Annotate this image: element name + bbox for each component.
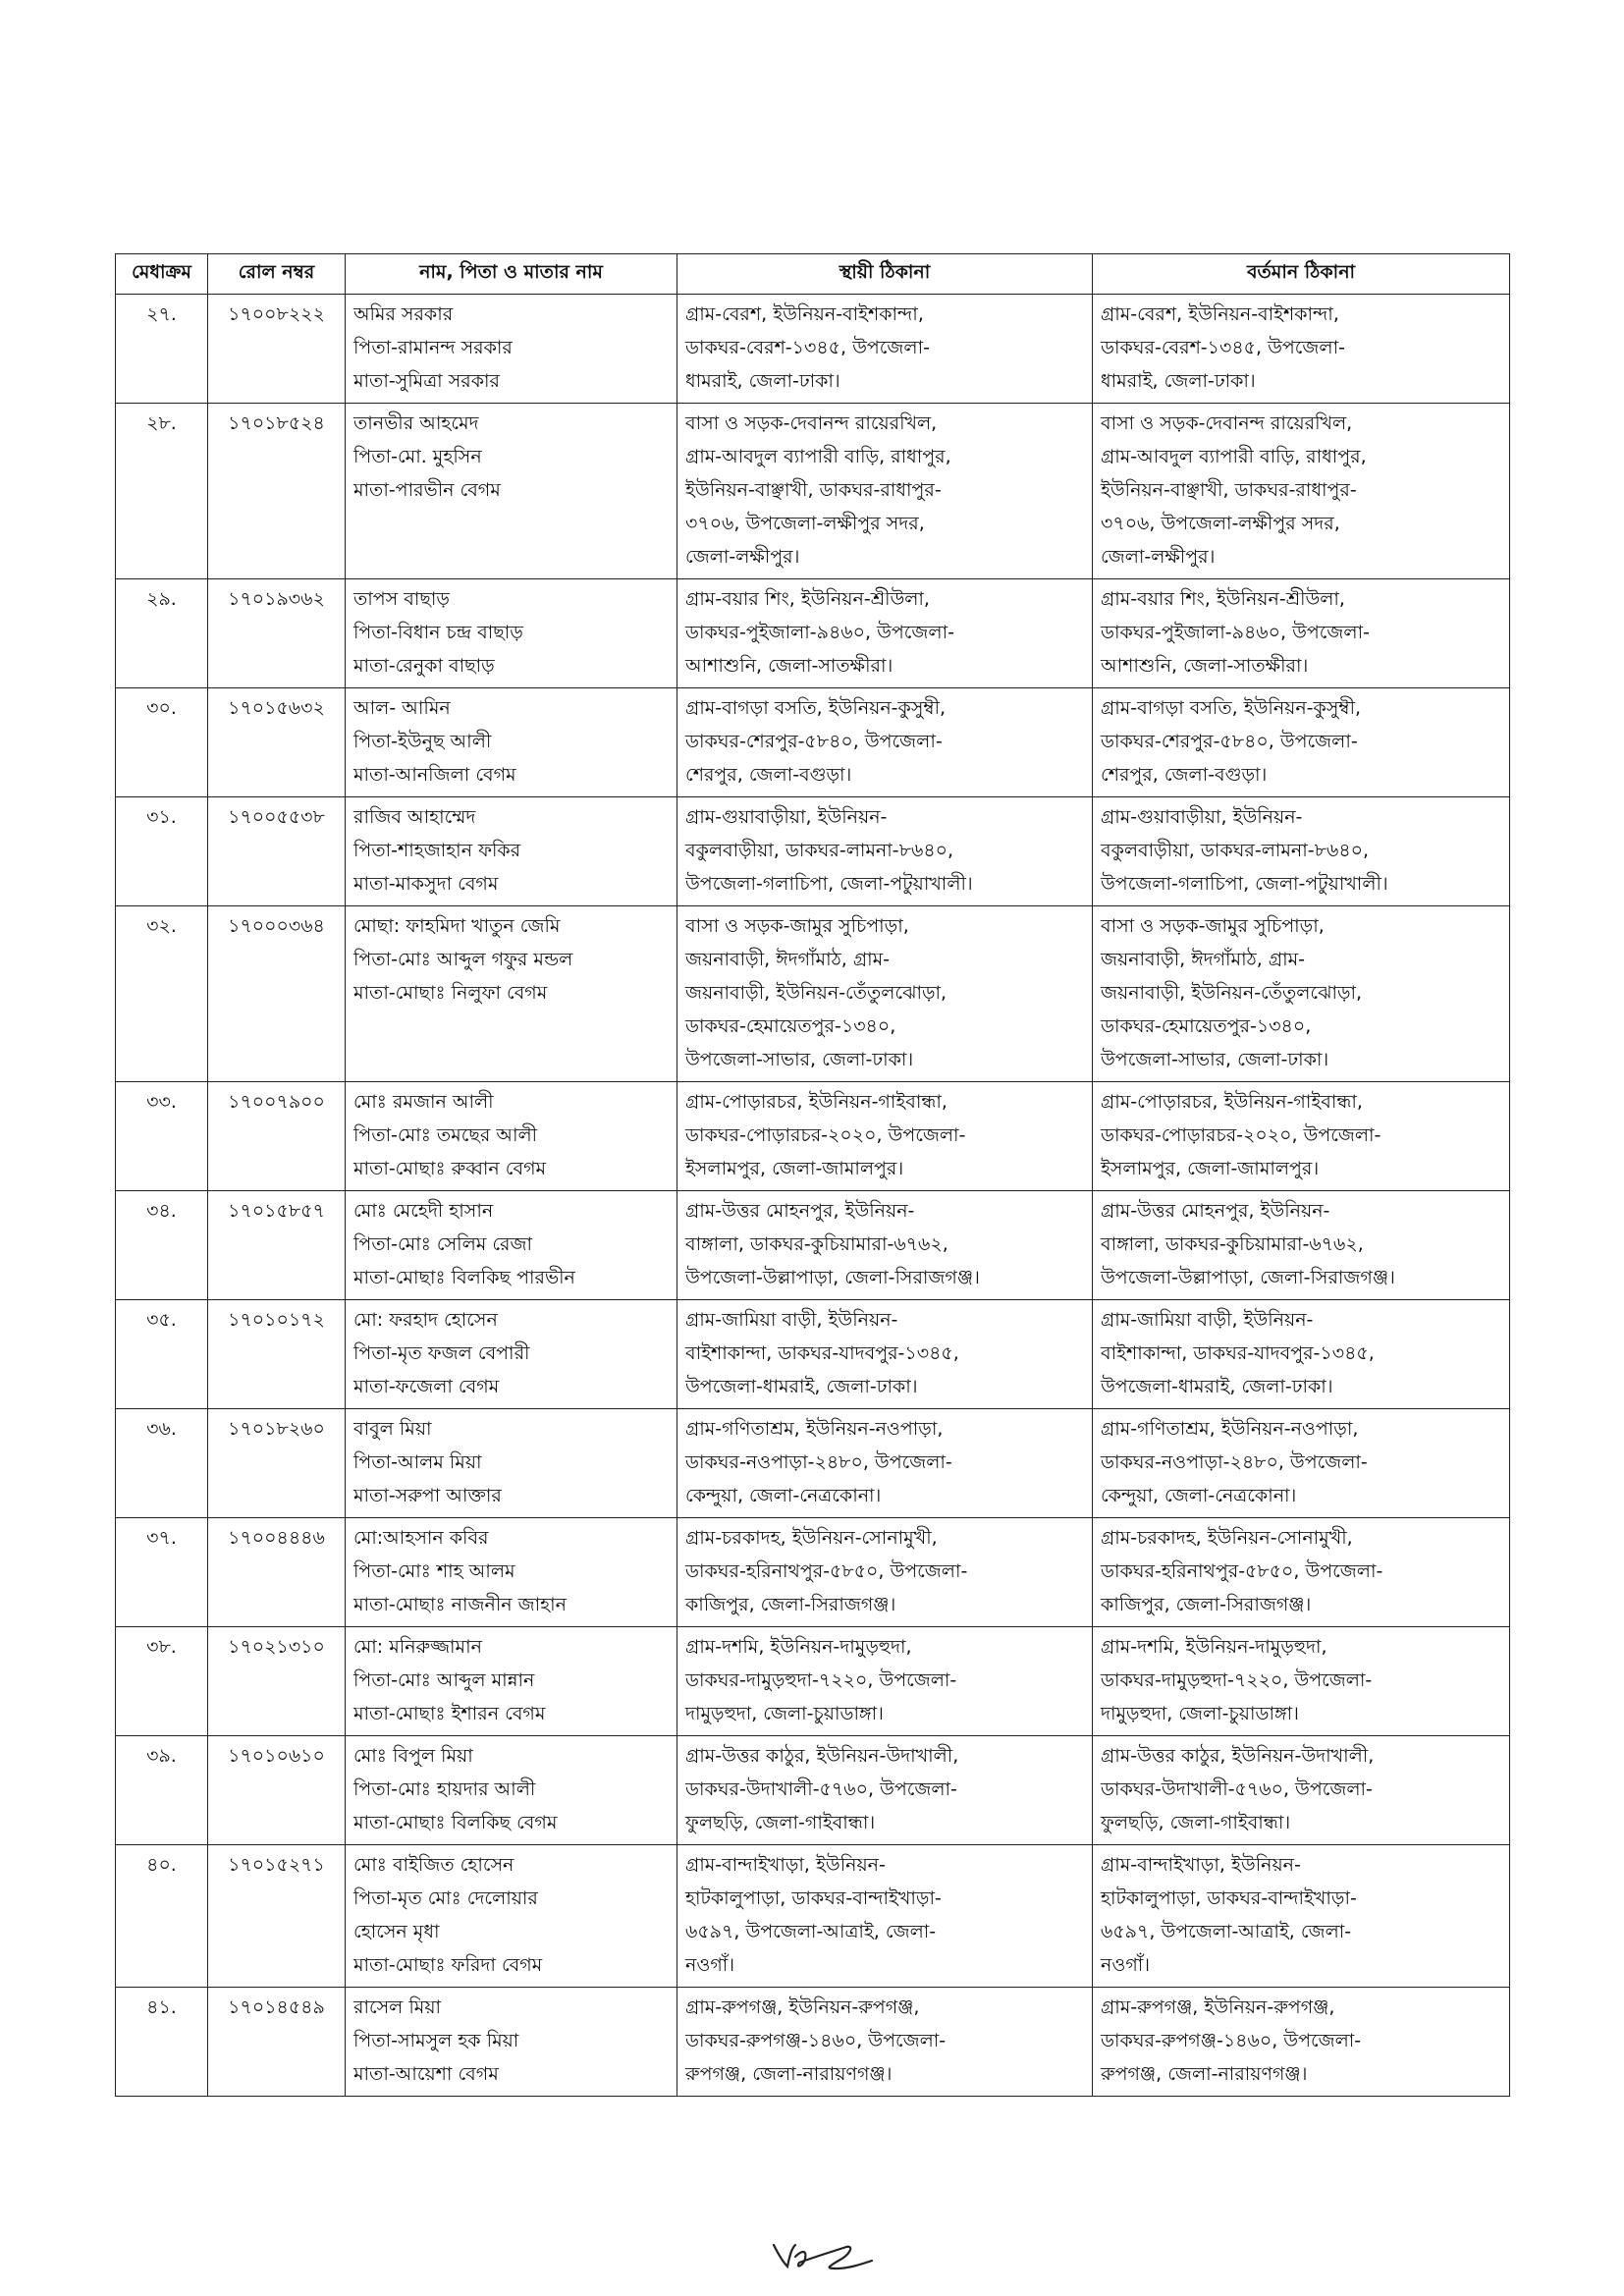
header-roll: রোল নম্বর xyxy=(208,254,346,295)
candidate-name: মোঃ মেহেদী হাসান xyxy=(353,1200,494,1222)
candidate-name: মোছা: ফাহমিদা খাতুন জেমি xyxy=(353,915,561,937)
header-permanent-address: স্থায়ী ঠিকানা xyxy=(677,254,1093,295)
permanent-address-cell: গ্রাম-চরকাদহ, ইউনিয়ন-সোনামুখী, ডাকঘর-হরিনাথপুর-৫৮৫০, উপজেলা- কাজিপুর, জেলা-সিরাজগঞ্জ। xyxy=(677,1518,1093,1627)
name-line: পিতা-মৃত ফজল বেপারী xyxy=(353,1342,530,1364)
name-line: হোসেন মৃধা xyxy=(353,1921,440,1942)
candidate-name: মোঃ রমজান আলী xyxy=(353,1091,494,1113)
table-row xyxy=(116,295,1510,404)
present-address-cell: গ্রাম-বয়ার শিং, ইউনিয়ন-শ্রীউলা, ডাকঘর-পুইজালা-৯৪৬০, উপজেলা- আশাশুনি, জেলা-সাতক্ষীরা। xyxy=(1093,579,1510,688)
serial-cell: ৪০. xyxy=(116,1845,208,1988)
candidate-name: মোঃ বাইজিত হোসেন xyxy=(353,1854,514,1876)
present-address-cell: বাসা ও সড়ক-জামুর সুচিপাড়া, জয়নাবাড়ী, ঈদগাঁমাঠ, গ্রাম- জয়নাবাড়ী, ইউনিয়ন-তেঁতুলঝোড়া, ডাকঘর-হেমায়েতপুর-১৩৪০, উপজেলা-সাভার, জেলা-ঢাকা। xyxy=(1093,906,1510,1082)
name-line: পিতা-সামসুল হক মিয়া xyxy=(353,2030,519,2051)
roll-number-cell: ১৭০১৮৫২৪ xyxy=(208,404,346,579)
permanent-address-cell: গ্রাম-উত্তর কাঠুর, ইউনিয়ন-উদাখালী, ডাকঘর-উদাখালী-৫৭৬০, উপজেলা- ফুলছড়ি, জেলা-গাইবান্ধা। xyxy=(677,1736,1093,1845)
table-row xyxy=(116,1300,1510,1409)
table-header-row xyxy=(116,254,1510,295)
name-cell xyxy=(346,1988,677,2097)
name-line: মাতা-মোছাঃ ফরিদা বেগম xyxy=(353,1954,543,1976)
serial-cell: ৩৫. xyxy=(116,1300,208,1409)
name-line: মাতা-আনজিলা বেগম xyxy=(353,764,516,786)
candidate-name: অমির সরকার xyxy=(353,303,454,325)
roll-number-cell: ১৭০১৯৩৬২ xyxy=(208,579,346,688)
present-address-cell: গ্রাম-গণিতাশ্রম, ইউনিয়ন-নওপাড়া, ডাকঘর-নওপাড়া-২৪৮০, উপজেলা- কেন্দুয়া, জেলা-নেত্রকোনা। xyxy=(1093,1409,1510,1518)
serial-cell: ২৮. xyxy=(116,404,208,579)
serial-cell: ৩৯. xyxy=(116,1736,208,1845)
roll-number-cell: ১৭০১৫২৭১ xyxy=(208,1845,346,1988)
roll-number-cell: ১৭০০৭৯০০ xyxy=(208,1082,346,1191)
serial-cell: ২৯. xyxy=(116,579,208,688)
roll-number-cell: ১৭০১০১৭২ xyxy=(208,1300,346,1409)
table-row xyxy=(116,404,1510,579)
table-row xyxy=(116,579,1510,688)
name-line: পিতা-শাহজাহান ফকির xyxy=(353,840,521,861)
merit-list-table xyxy=(115,253,1510,2097)
table-row xyxy=(116,1518,1510,1627)
candidate-name: মো: ফরহাদ হোসেন xyxy=(353,1309,498,1331)
roll-number-cell: ১৭০০৫৫৩৮ xyxy=(208,797,346,906)
present-address-cell: গ্রাম-বেরশ, ইউনিয়ন-বাইশকান্দা, ডাকঘর-বেরশ-১৩৪৫, উপজেলা- ধামরাই, জেলা-ঢাকা। xyxy=(1093,295,1510,404)
name-cell xyxy=(346,797,677,906)
serial-cell: ৩১. xyxy=(116,797,208,906)
present-address-cell: গ্রাম-বাগড়া বসতি, ইউনিয়ন-কুসুম্বী, ডাকঘর-শেরপুর-৫৮৪০, উপজেলা- শেরপুর, জেলা-বগুড়া। xyxy=(1093,688,1510,797)
present-address-cell: গ্রাম-বান্দাইখাড়া, ইউনিয়ন- হাটকালুপাড়া, ডাকঘর-বান্দাইখাড়া- ৬৫৯৭, উপজেলা-আত্রাই, জেলা- নওগাঁ। xyxy=(1093,1845,1510,1988)
permanent-address-cell: গ্রাম-পোড়ারচর, ইউনিয়ন-গাইবান্ধা, ডাকঘর-পোড়ারচর-২০২০, উপজেলা- ইসলামপুর, জেলা-জামালপুর। xyxy=(677,1082,1093,1191)
name-cell xyxy=(346,1845,677,1988)
name-line: পিতা-মোঃ সেলিম রেজা xyxy=(353,1233,533,1255)
name-line: মাতা-মোছাঃ বিলকিছ বেগম xyxy=(353,1812,558,1833)
name-line: পিতা-বিধান চন্দ্র বাছাড় xyxy=(353,622,523,643)
header-name: নাম, পিতা ও মাতার নাম xyxy=(346,254,677,295)
serial-cell: ৩৪. xyxy=(116,1191,208,1300)
name-line: মাতা-মোছাঃ বিলকিছ পারভীন xyxy=(353,1267,575,1288)
name-line: পিতা-মোঃ আব্দুল মান্নান xyxy=(353,1669,535,1691)
candidate-name: মোঃ বিপুল মিয়া xyxy=(353,1745,473,1767)
table-row xyxy=(116,1988,1510,2097)
candidate-name: আল- আমিন xyxy=(353,697,451,719)
name-line: পিতা-ইউনুছ আলী xyxy=(353,731,492,752)
name-cell xyxy=(346,295,677,404)
present-address-cell: গ্রাম-জামিয়া বাড়ী, ইউনিয়ন- বাইশাকান্দা, ডাকঘর-যাদবপুর-১৩৪৫, উপজেলা-ধামরাই, জেলা-ঢাকা। xyxy=(1093,1300,1510,1409)
roll-number-cell: ১৭০০৮২২২ xyxy=(208,295,346,404)
serial-cell: ৩০. xyxy=(116,688,208,797)
table-row xyxy=(116,1627,1510,1736)
table-row xyxy=(116,1082,1510,1191)
present-address-cell: গ্রাম-উত্তর কাঠুর, ইউনিয়ন-উদাখালী, ডাকঘর-উদাখালী-৫৭৬০, উপজেলা- ফুলছড়ি, জেলা-গাইবান্ধা। xyxy=(1093,1736,1510,1845)
present-address-cell: বাসা ও সড়ক-দেবানন্দ রায়েরখিল, গ্রাম-আবদুল ব্যাপারী বাড়ি, রাধাপুর, ইউনিয়ন-বাঞ্ছাখী, ডাকঘর-রাধাপুর- ৩৭০৬, উপজেলা-লক্ষীপুর সদর, জেলা-লক্ষীপুর। xyxy=(1093,404,1510,579)
permanent-address-cell: গ্রাম-গণিতাশ্রম, ইউনিয়ন-নওপাড়া, ডাকঘর-নওপাড়া-২৪৮০, উপজেলা- কেন্দুয়া, জেলা-নেত্রকোনা। xyxy=(677,1409,1093,1518)
name-cell xyxy=(346,1082,677,1191)
name-cell xyxy=(346,906,677,1082)
permanent-address-cell: গ্রাম-বেরশ, ইউনিয়ন-বাইশকান্দা, ডাকঘর-বেরশ-১৩৪৫, উপজেলা- ধামরাই, জেলা-ঢাকা। xyxy=(677,295,1093,404)
roll-number-cell: ১৭০১৫৬৩২ xyxy=(208,688,346,797)
roll-number-cell: ১৭০০৪৪৪৬ xyxy=(208,1518,346,1627)
table-row xyxy=(116,688,1510,797)
name-line: মাতা-মোছাঃ নাজনীন জাহান xyxy=(353,1594,567,1615)
name-cell xyxy=(346,1518,677,1627)
candidate-name: রাসেল মিয়া xyxy=(353,1996,442,2018)
table-row xyxy=(116,906,1510,1082)
name-line: মাতা-মাকসুদা বেগম xyxy=(353,873,499,895)
signature-mark xyxy=(766,2227,884,2276)
roll-number-cell: ১৭০১০৬১০ xyxy=(208,1736,346,1845)
name-cell xyxy=(346,404,677,579)
name-line: মাতা-মোছাঃ রুব্বান বেগম xyxy=(353,1158,547,1179)
roll-number-cell: ১৭০১৪৫৪৯ xyxy=(208,1988,346,2097)
permanent-address-cell: গ্রাম-গুয়াবাড়ীয়া, ইউনিয়ন- বকুলবাড়ীয়া, ডাকঘর-লামনা-৮৬৪০, উপজেলা-গলাচিপা, জেলা-পটুয়াখালী। xyxy=(677,797,1093,906)
header-present-address: বর্তমান ঠিকানা xyxy=(1093,254,1510,295)
roll-number-cell: ১৭০০০৩৬৪ xyxy=(208,906,346,1082)
name-line: মাতা-সুমিত্রা সরকার xyxy=(353,370,500,392)
permanent-address-cell: বাসা ও সড়ক-জামুর সুচিপাড়া, জয়নাবাড়ী, ঈদগাঁমাঠ, গ্রাম- জয়নাবাড়ী, ইউনিয়ন-তেঁতুলঝোড়া, ডাকঘর-হেমায়েতপুর-১৩৪০, উপজেলা-সাভার, জেলা-ঢাকা। xyxy=(677,906,1093,1082)
serial-cell: ৪১. xyxy=(116,1988,208,2097)
table-body xyxy=(116,295,1510,2097)
name-line: মাতা-আয়েশা বেগম xyxy=(353,2063,499,2085)
name-line: পিতা-রামানন্দ সরকার xyxy=(353,337,513,358)
name-line: মাতা-মোছাঃ ইশারন বেগম xyxy=(353,1703,546,1724)
table-row xyxy=(116,1845,1510,1988)
name-line: পিতা-মো. মুহসিন xyxy=(353,446,482,467)
present-address-cell: গ্রাম-গুয়াবাড়ীয়া, ইউনিয়ন- বকুলবাড়ীয়া, ডাকঘর-লামনা-৮৬৪০, উপজেলা-গলাচিপা, জেলা-পটুয়াখালী। xyxy=(1093,797,1510,906)
name-line: পিতা-মোঃ আব্দুল গফুর মন্ডল xyxy=(353,949,573,970)
name-line: মাতা-মোছাঃ নিলুফা বেগম xyxy=(353,982,548,1004)
candidate-name: মো:আহসান কবির xyxy=(353,1527,489,1549)
name-line: পিতা-মোঃ হায়দার আলী xyxy=(353,1778,536,1800)
serial-cell: ৩৩. xyxy=(116,1082,208,1191)
name-line: পিতা-মৃত মোঃ দেলোয়ার xyxy=(353,1887,538,1909)
name-cell xyxy=(346,1627,677,1736)
present-address-cell: গ্রাম-উত্তর মোহনপুর, ইউনিয়ন- বাঙ্গালা, ডাকঘর-কুচিয়ামারা-৬৭৬২, উপজেলা-উল্লাপাড়া, জেলা-সিরাজগঞ্জ। xyxy=(1093,1191,1510,1300)
name-cell xyxy=(346,579,677,688)
serial-cell: ২৭. xyxy=(116,295,208,404)
candidate-name: বাবুল মিয়া xyxy=(353,1418,432,1440)
present-address-cell: গ্রাম-রুপগঞ্জ, ইউনিয়ন-রুপগঞ্জ, ডাকঘর-রুপগঞ্জ-১৪৬০, উপজেলা- রুপগঞ্জ, জেলা-নারায়ণগঞ্জ। xyxy=(1093,1988,1510,2097)
permanent-address-cell: গ্রাম-জামিয়া বাড়ী, ইউনিয়ন- বাইশাকান্দা, ডাকঘর-যাদবপুর-১৩৪৫, উপজেলা-ধামরাই, জেলা-ঢাকা। xyxy=(677,1300,1093,1409)
candidate-name: তানভীর আহমেদ xyxy=(353,412,479,434)
name-line: পিতা-মোঃ তমছের আলী xyxy=(353,1124,538,1146)
name-cell xyxy=(346,1736,677,1845)
name-line: মাতা-পারভীন বেগম xyxy=(353,479,501,501)
name-cell xyxy=(346,1300,677,1409)
name-line: মাতা-রেনুকা বাছাড় xyxy=(353,655,495,677)
name-cell xyxy=(346,688,677,797)
table-row xyxy=(116,797,1510,906)
permanent-address-cell: বাসা ও সড়ক-দেবানন্দ রায়েরখিল, গ্রাম-আবদুল ব্যাপারী বাড়ি, রাধাপুর, ইউনিয়ন-বাঞ্ছাখী, ডাকঘর-রাধাপুর- ৩৭০৬, উপজেলা-লক্ষীপুর সদর, জেলা-লক্ষীপুর। xyxy=(677,404,1093,579)
table-row xyxy=(116,1409,1510,1518)
permanent-address-cell: গ্রাম-দশমি, ইউনিয়ন-দামুড়হুদা, ডাকঘর-দামুড়হুদা-৭২২০, উপজেলা- দামুড়হুদা, জেলা-চুয়াডাঙ্গা। xyxy=(677,1627,1093,1736)
permanent-address-cell: গ্রাম-বাগড়া বসতি, ইউনিয়ন-কুসুম্বী, ডাকঘর-শেরপুর-৫৮৪০, উপজেলা- শেরপুর, জেলা-বগুড়া। xyxy=(677,688,1093,797)
name-line: পিতা-মোঃ শাহ আলম xyxy=(353,1560,515,1582)
permanent-address-cell: গ্রাম-রুপগঞ্জ, ইউনিয়ন-রুপগঞ্জ, ডাকঘর-রুপগঞ্জ-১৪৬০, উপজেলা- রুপগঞ্জ, জেলা-নারায়ণগঞ্জ। xyxy=(677,1988,1093,2097)
candidate-name: মো: মনিরুজ্জামান xyxy=(353,1636,482,1658)
table-row xyxy=(116,1191,1510,1300)
roll-number-cell: ১৭০১৫৮৫৭ xyxy=(208,1191,346,1300)
permanent-address-cell: গ্রাম-বয়ার শিং, ইউনিয়ন-শ্রীউলা, ডাকঘর-পুইজালা-৯৪৬০, উপজেলা- আশাশুনি, জেলা-সাতক্ষীরা। xyxy=(677,579,1093,688)
present-address-cell: গ্রাম-পোড়ারচর, ইউনিয়ন-গাইবান্ধা, ডাকঘর-পোড়ারচর-২০২০, উপজেলা- ইসলামপুর, জেলা-জামালপুর। xyxy=(1093,1082,1510,1191)
name-cell xyxy=(346,1191,677,1300)
candidate-name: তাপস বাছাড় xyxy=(353,588,450,610)
name-line: মাতা-সরুপা আক্তার xyxy=(353,1485,502,1506)
name-cell xyxy=(346,1409,677,1518)
serial-cell: ৩৮. xyxy=(116,1627,208,1736)
permanent-address-cell: গ্রাম-উত্তর মোহনপুর, ইউনিয়ন- বাঙ্গালা, ডাকঘর-কুচিয়ামারা-৬৭৬২, উপজেলা-উল্লাপাড়া, জেলা-সিরাজগঞ্জ। xyxy=(677,1191,1093,1300)
present-address-cell: গ্রাম-চরকাদহ, ইউনিয়ন-সোনামুখী, ডাকঘর-হরিনাথপুর-৫৮৫০, উপজেলা- কাজিপুর, জেলা-সিরাজগঞ্জ। xyxy=(1093,1518,1510,1627)
present-address-cell: গ্রাম-দশমি, ইউনিয়ন-দামুড়হুদা, ডাকঘর-দামুড়হুদা-৭২২০, উপজেলা- দামুড়হুদা, জেলা-চুয়াডাঙ্গা। xyxy=(1093,1627,1510,1736)
serial-cell: ৩৬. xyxy=(116,1409,208,1518)
name-line: মাতা-ফজেলা বেগম xyxy=(353,1376,500,1397)
candidate-name: রাজিব আহাম্মেদ xyxy=(353,806,476,828)
name-line: পিতা-আলম মিয়া xyxy=(353,1451,482,1473)
roll-number-cell: ১৭০২১৩১০ xyxy=(208,1627,346,1736)
table-row xyxy=(116,1736,1510,1845)
serial-cell: ৩২. xyxy=(116,906,208,1082)
permanent-address-cell: গ্রাম-বান্দাইখাড়া, ইউনিয়ন- হাটকালুপাড়া, ডাকঘর-বান্দাইখাড়া- ৬৫৯৭, উপজেলা-আত্রাই, জেলা- নওগাঁ। xyxy=(677,1845,1093,1988)
serial-cell: ৩৭. xyxy=(116,1518,208,1627)
roll-number-cell: ১৭০১৮২৬০ xyxy=(208,1409,346,1518)
header-serial: মেধাক্রম xyxy=(116,254,208,295)
